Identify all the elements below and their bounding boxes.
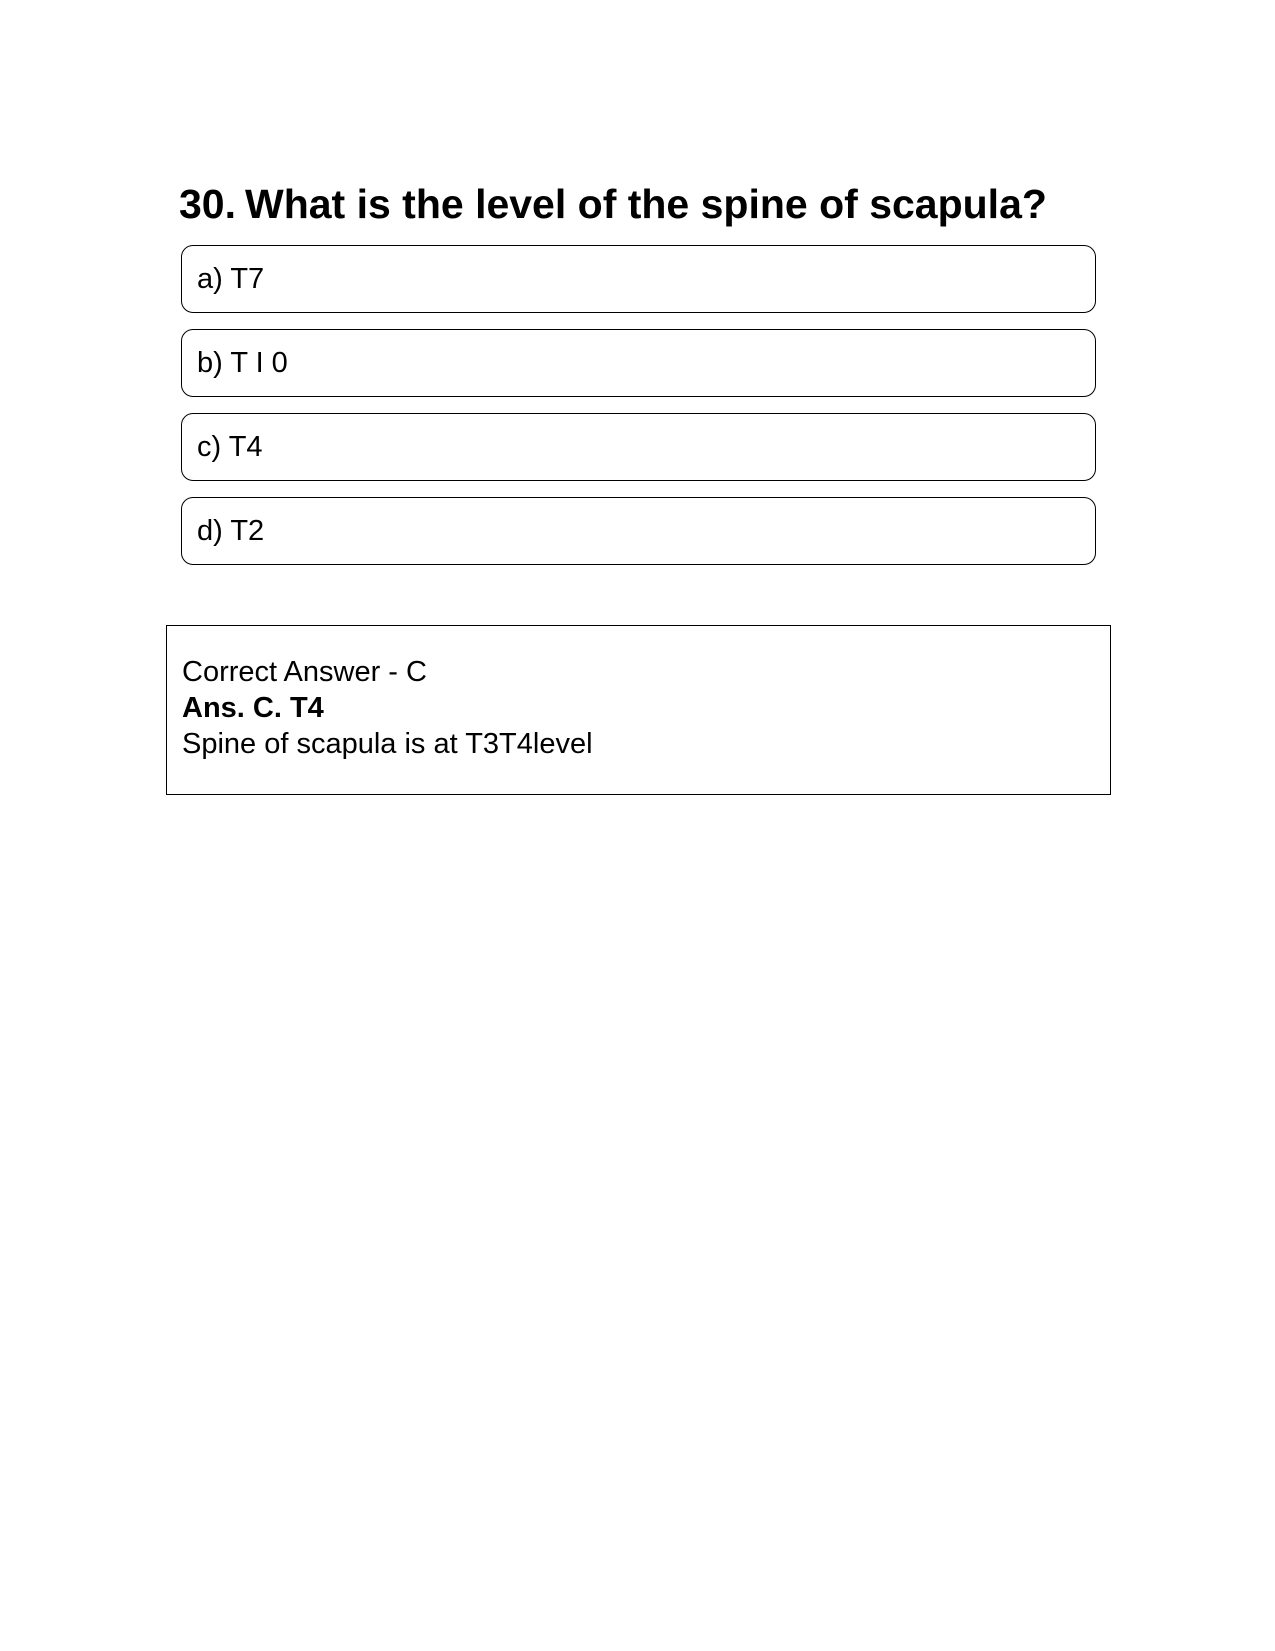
option-b[interactable]: b) T I 0	[181, 329, 1096, 397]
question-heading	[179, 178, 1047, 230]
options-list	[181, 245, 1096, 581]
question-text: What is the level of the spine of scapula?	[245, 181, 1047, 227]
answer-explanation: Spine of scapula is at T3T4level	[182, 728, 593, 760]
option-d[interactable]: d) T2	[181, 497, 1096, 565]
question-number: 30.	[179, 181, 236, 227]
option-a[interactable]: a) T7	[181, 245, 1096, 313]
correct-answer-line: Correct Answer - C	[182, 656, 427, 688]
answer-box	[166, 625, 1111, 795]
answer-label: Ans. C. T4	[182, 692, 324, 724]
option-c[interactable]: c) T4	[181, 413, 1096, 481]
